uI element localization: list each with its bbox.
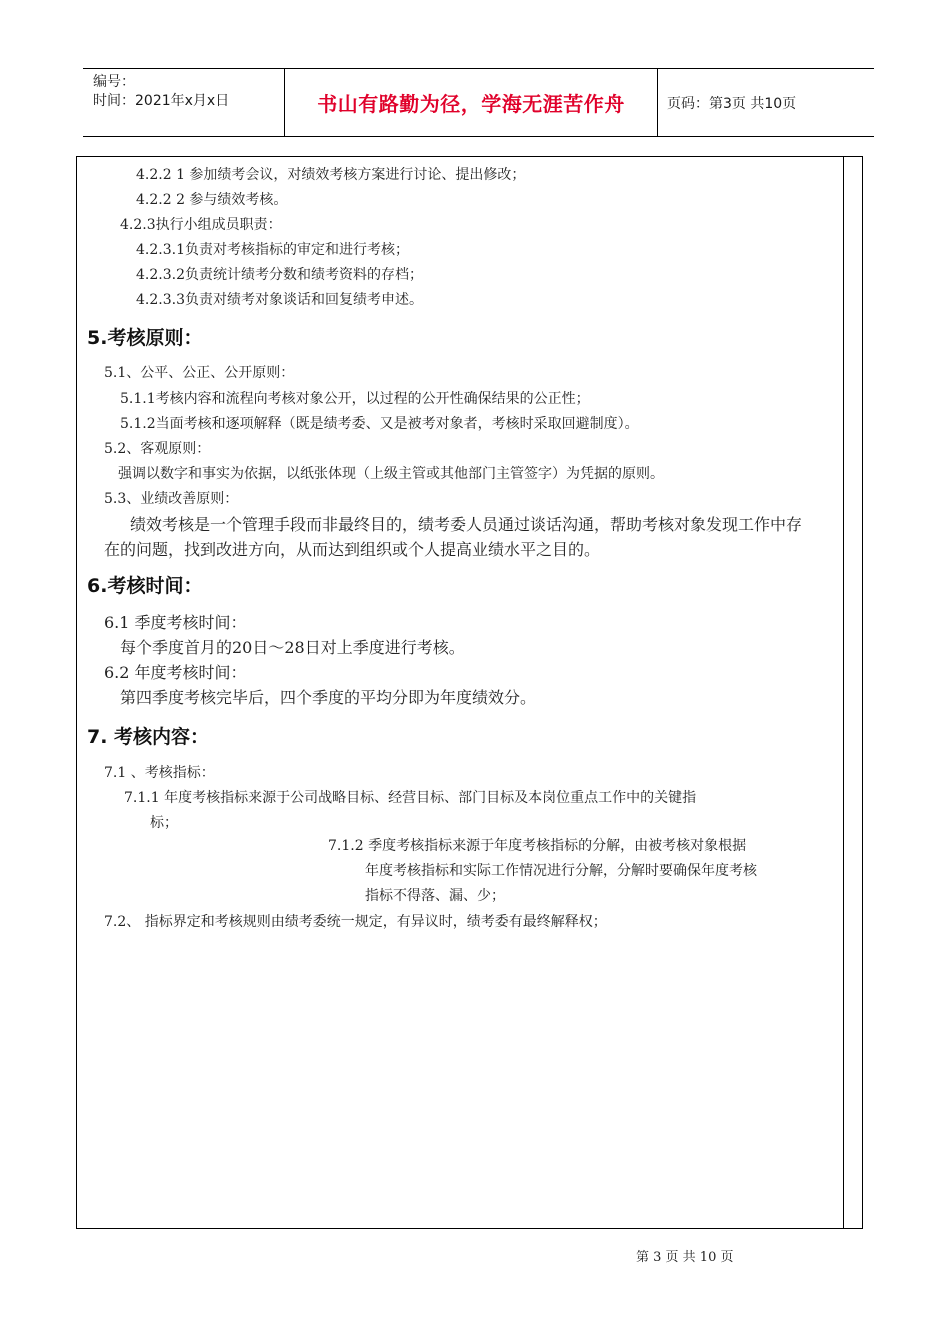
section-7-heading: 7. 考核内容： xyxy=(87,726,210,748)
item-4-2-3-2: 4.2.3.2负责统计绩考分数和绩考资料的存档； xyxy=(136,267,423,283)
document-time-label: 时间：2021年x月x日 xyxy=(93,93,230,109)
item-7-1: 7.1 、考核指标： xyxy=(104,765,215,781)
item-6-2-text: 第四季度考核完毕后，四个季度的平均分即为年度绩效分。 xyxy=(120,688,537,707)
item-5-3: 5.3、业绩改善原则： xyxy=(104,491,239,507)
item-5-1: 5.1、公平、公正、公开原则： xyxy=(104,365,295,381)
item-4-2-3-1: 4.2.3.1负责对考核指标的审定和进行考核； xyxy=(136,242,409,258)
item-4-2-3: 4.2.3执行小组成员职责： xyxy=(120,217,282,233)
item-7-1-2-line1: 7.1.2 季度考核指标来源于年度考核指标的分解，由被考核对象根据 xyxy=(328,838,747,854)
header-motto: 书山有路勤为径，学海无涯苦作舟 xyxy=(285,69,658,136)
item-6-2: 6.2 年度考核时间： xyxy=(104,663,247,682)
item-7-1-1-line1: 7.1.1 年度考核指标来源于公司战略目标、经营目标、部门目标及本岗位重点工作中的关键指 xyxy=(124,790,697,806)
page-footer: 第 3 页 共 10 页 xyxy=(636,1250,734,1265)
header-table xyxy=(83,68,874,137)
section-5-heading: 5.考核原则： xyxy=(87,327,203,349)
item-5-3-text-1: 绩效考核是一个管理手段而非最终目的，绩考委人员通过谈话沟通，帮助考核对象发现工作中存 xyxy=(130,515,803,534)
item-5-2: 5.2、客观原则： xyxy=(104,441,211,457)
item-5-1-2: 5.1.2当面考核和逐项解释（既是绩考委、又是被考对象者，考核时采取回避制度）。 xyxy=(120,416,639,432)
section-6-heading: 6.考核时间： xyxy=(87,575,203,597)
item-6-1-text: 每个季度首月的20日～28日对上季度进行考核。 xyxy=(120,638,465,657)
item-6-1: 6.1 季度考核时间： xyxy=(104,613,247,632)
item-5-1-1: 5.1.1考核内容和流程向考核对象公开，以过程的公开性确保结果的公正性； xyxy=(120,391,590,407)
header-page-label: 页码：第3页 共10页 xyxy=(667,95,797,112)
item-5-3-text-2: 在的问题，找到改进方向，从而达到组织或个人提高业绩水平之目的。 xyxy=(104,540,601,559)
item-7-2: 7.2、 指标界定和考核规则由绩考委统一规定，有异议时，绩考委有最终解释权； xyxy=(104,914,607,930)
item-7-1-1-line2: 标； xyxy=(150,815,178,831)
item-4-2-2-1: 4.2.2 1 参加绩考会议，对绩效考核方案进行讨论、提出修改； xyxy=(136,167,526,183)
item-4-2-3-3: 4.2.3.3负责对绩考对象谈话和回复绩考申述。 xyxy=(136,292,423,308)
document-number-label: 编号： xyxy=(93,74,135,90)
item-7-1-2-line3: 指标不得落、漏、少； xyxy=(365,888,505,904)
item-7-1-2-line2: 年度考核指标和实际工作情况进行分解，分解时要确保年度考核 xyxy=(365,863,757,879)
frame-side-rail xyxy=(843,156,844,1229)
header-meta xyxy=(83,69,285,136)
item-5-2-text: 强调以数字和事实为依据，以纸张体现（上级主管或其他部门主管签字）为凭据的原则。 xyxy=(118,466,664,482)
item-4-2-2-2: 4.2.2 2 参与绩效考核。 xyxy=(136,192,288,208)
